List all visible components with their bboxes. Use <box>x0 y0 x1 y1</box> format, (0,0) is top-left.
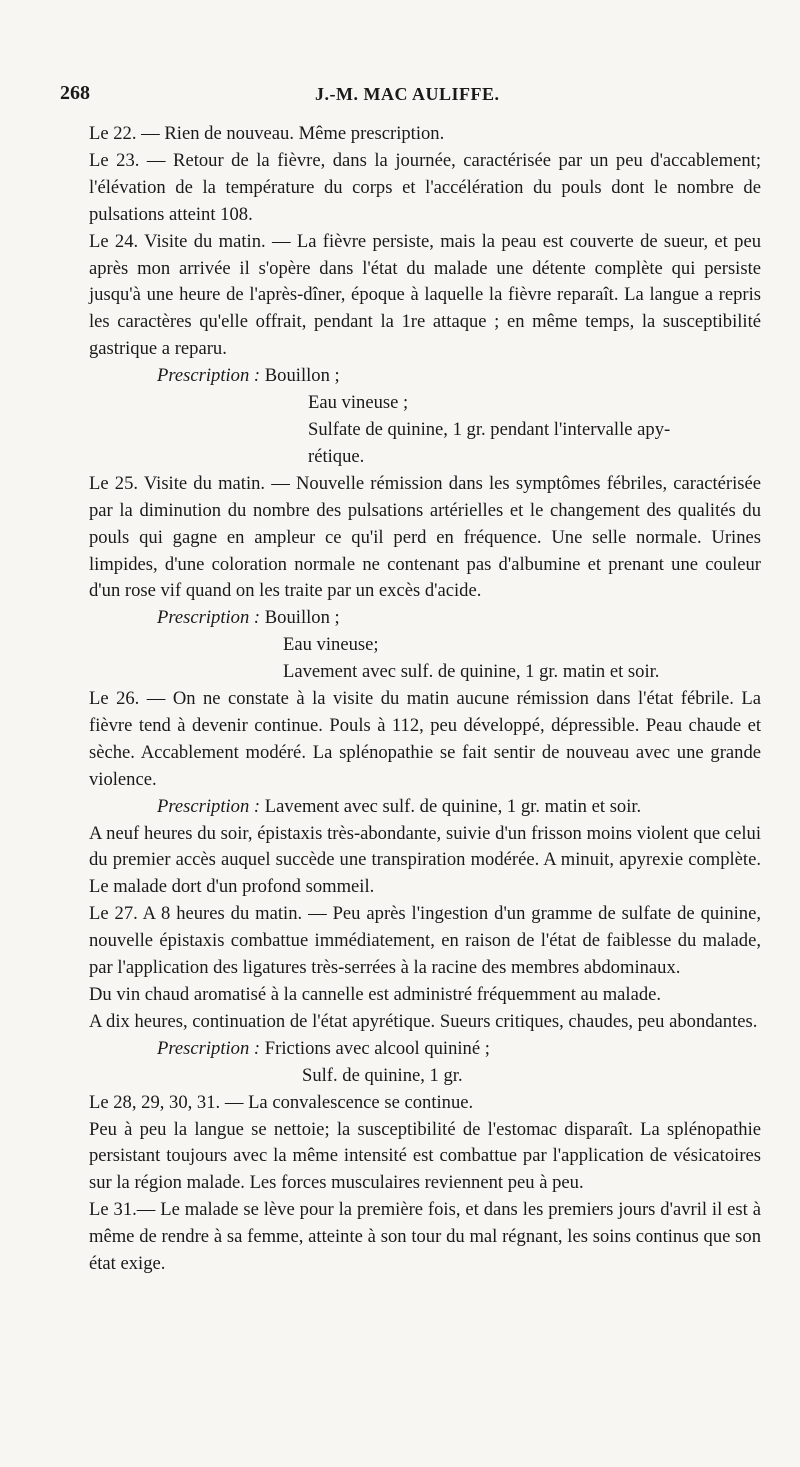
prescription-1-line-3: Sulfate de quinine, 1 gr. pendant l'intervalle apy- <box>308 418 671 440</box>
paragraph-neuf-heures: A neuf heures du soir, épistaxis très-abondante, suivie d'un frisson moins violent que celui du premier accès auquel succède une transpiration modérée. A minuit, apyrexie complète. Le malade dort d'un profond sommeil. <box>89 822 761 898</box>
prescription-2-line-3: Lavement avec sulf. de quinine, 1 gr. matin et soir. <box>283 661 660 683</box>
prescription-1-line-1: Prescription : Bouillon ; <box>157 365 340 387</box>
prescription-2-line-2: Eau vineuse; <box>283 634 379 656</box>
paragraph-dix-heures: A dix heures, continuation de l'état apyrétique. Sueurs critiques, chaudes, peu abondantes. <box>89 1010 758 1032</box>
paragraph-le-26: Le 26. — On ne constate à la visite du matin aucune rémission dans l'état fébrile. La fièvre tend à devenir continue. Pouls à 112, peu développé, dépressible. Peau chaude et sèche. Accablement modéré. La splénopathie se fait sentir de nouveau avec une grande violence. <box>89 688 761 790</box>
paragraph-le-22: Le 22. — Rien de nouveau. Même prescription. <box>89 123 445 144</box>
prescription-label: Prescription : <box>157 1037 261 1059</box>
prescription-3-line-1: Prescription : Lavement avec sulf. de quinine, 1 gr. matin et soir. <box>157 795 642 817</box>
body-text <box>89 121 761 1278</box>
running-head: J.-M. MAC AULIFFE. <box>315 84 500 104</box>
prescription-4-line-2: Sulf. de quinine, 1 gr. <box>302 1064 463 1086</box>
paragraph-le-27: Le 27. A 8 heures du matin. — Peu après l'ingestion d'un gramme de sulfate de quinine, nouvelle épistaxis combattue immédiatement, en raison de l'état de faiblesse du malade, par l'application des ligatures très-serrées à la racine des membres abdominaux. <box>89 903 761 979</box>
page-header <box>60 82 760 112</box>
prescription-label: Prescription : <box>157 795 261 817</box>
prescription-4-line-1: Prescription : Frictions avec alcool quininé ; <box>157 1037 490 1059</box>
prescription-label: Prescription : <box>157 365 261 387</box>
prescription-2-line-1: Prescription : Bouillon ; <box>157 607 340 629</box>
prescription-1-line-2: Eau vineuse ; <box>308 392 409 414</box>
paragraph-vin-chaud: Du vin chaud aromatisé à la cannelle est administré fréquemment au malade. <box>89 984 662 1005</box>
prescription-1-line-4: rétique. <box>308 445 365 467</box>
prescription-label: Prescription : <box>157 607 261 629</box>
page-number: 268 <box>60 82 90 104</box>
paragraph-le-25: Le 25. Visite du matin. — Nouvelle rémission dans les symptômes fébriles, caractérisée par la diminution du nombre des pulsations artérielles et le changement des qualités du pouls qui gagne en ampleur ce qu'il perd en fréquence. Une selle normale. Urines limpides, d'une coloration normale ne contenant pas d'albumine et prenant une couleur d'un rose vif quand on les traite par un excès d'acide. <box>89 472 761 602</box>
paragraph-le-28: Le 28, 29, 30, 31. — La convalescence se continue. <box>89 1091 474 1113</box>
paragraph-le-31: Le 31.— Le malade se lève pour la première fois, et dans les premiers jours d'avril il est à même de rendre à sa femme, atteinte à son tour du mal régnant, les soins continus que son état exige. <box>89 1199 761 1275</box>
paragraph-convalescence: Peu à peu la langue se nettoie; la susceptibilité de l'estomac disparaît. La splénopathie persistant toujours avec la même intensité est combattue par l'application de vésicatoires sur la région malade. Les forces musculaires reviennent peu à peu. <box>89 1118 761 1194</box>
paragraph-le-24: Le 24. Visite du matin. — La fièvre persiste, mais la peau est couverte de sueur, et peu après mon arrivée il s'opère dans l'état du malade une détente complète qui persiste jusqu'à une heure de l'après-dîner, époque à laquelle la fièvre reparaît. La langue a repris les caractères qu'elle offrait, pendant la 1re attaque ; en même temps, la susceptibilité gastrique a reparu. <box>89 230 761 360</box>
paragraph-le-23: Le 23. — Retour de la fièvre, dans la journée, caractérisée par un peu d'accablement; l'élévation de la température du corps et l'accélération du pouls dont le nombre de pulsations atteint 108. <box>89 149 761 225</box>
